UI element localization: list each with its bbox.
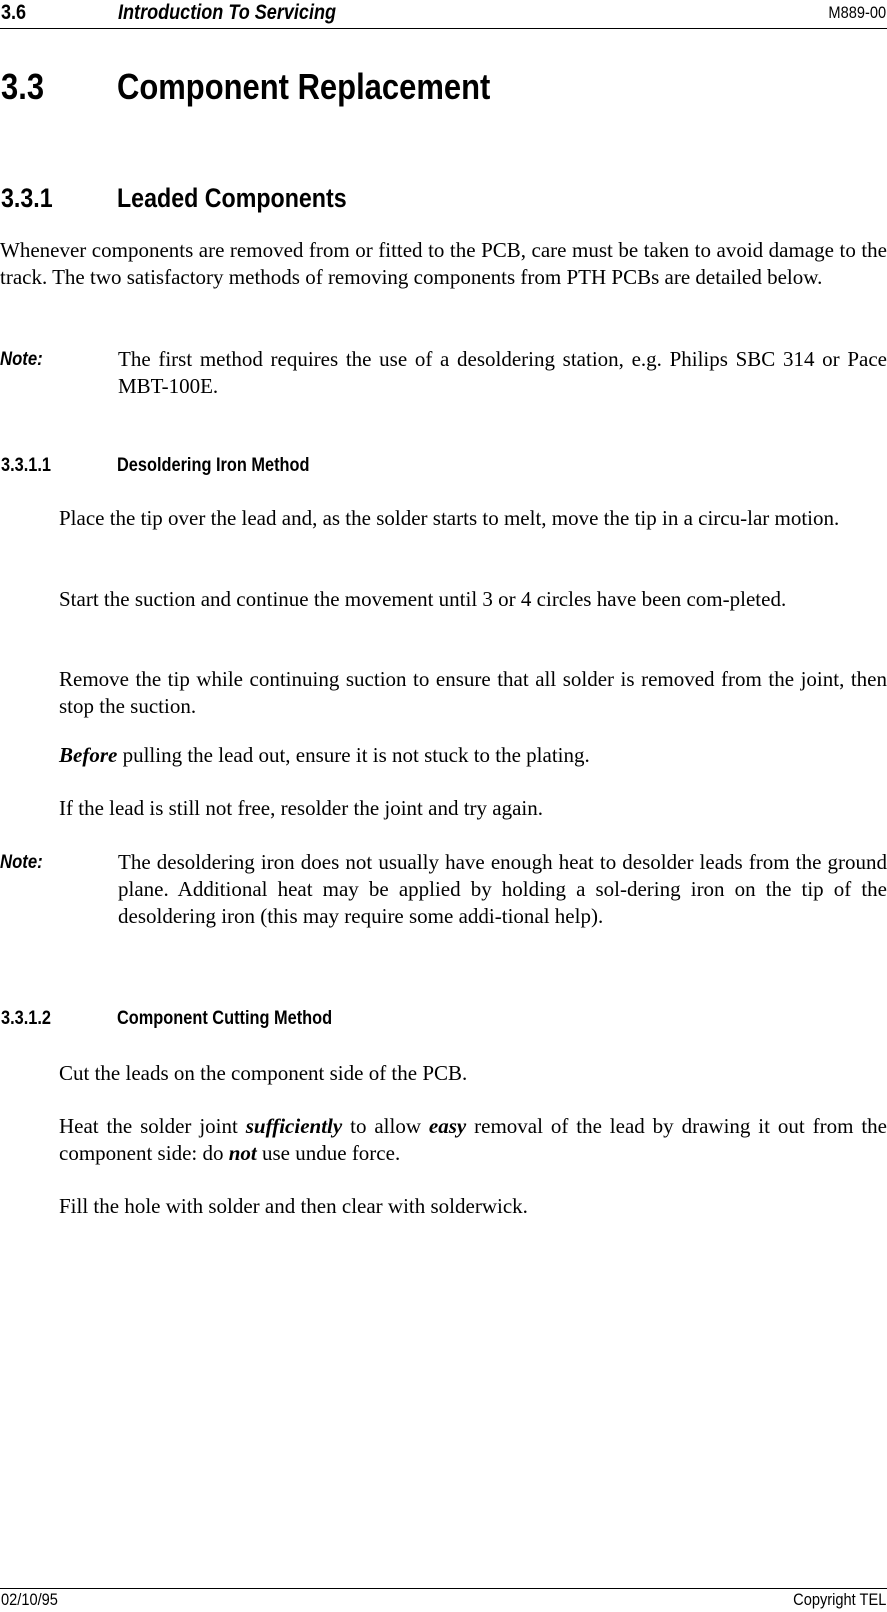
method2-step2-emphasis-not: not — [228, 1141, 257, 1165]
subsection-title: Leaded Components — [117, 183, 347, 213]
method2-step2-part-a: Heat the solder joint — [59, 1114, 246, 1138]
method1-note-label: Note: — [0, 852, 43, 873]
method1-note-text: The desoldering iron does not usually have enough heat to desolder leads from the ground plane. Additional heat may be applied by holding a sol-dering iron on the tip of the desoldering iron (this may require some addi-tional help). — [118, 850, 887, 928]
method2-step2-emphasis-sufficiently: sufficiently — [245, 1114, 343, 1138]
method1-step2: Start the suction and continue the movement until 3 or 4 circles have been com-pleted. — [59, 587, 787, 611]
intro-paragraph: Whenever components are removed from or fitted to the PCB, care must be taken to avoid damage to the track. The two satisfactory methods of removing components from PTH PCBs are detailed below. — [0, 238, 887, 289]
subsection-number: 3.3.1 — [1, 183, 53, 213]
header-section-number: 3.6 — [1, 1, 27, 24]
method2-step1: Cut the leads on the component side of the PCB. — [59, 1061, 468, 1085]
note-label: Note: — [0, 349, 43, 370]
method2-step2 — [59, 1113, 887, 1167]
method2-number: 3.3.1.2 — [1, 1008, 51, 1029]
method1-step4 — [59, 742, 887, 769]
header-document-id: M889-00 — [828, 3, 886, 22]
method2-step3: Fill the hole with solder and then clear with solderwick. — [59, 1194, 528, 1218]
method2-step2-part-d: use undue force. — [256, 1141, 401, 1165]
header-chapter-title: Introduction To Servicing — [118, 1, 337, 24]
section-number: 3.3 — [1, 66, 45, 107]
method2-step2-emphasis-easy: easy — [428, 1114, 467, 1138]
footer-copyright: Copyright TEL — [792, 1590, 886, 1609]
footer-date: 02/10/95 — [1, 1590, 58, 1609]
method1-step5: If the lead is still not free, resolder the joint and try again. — [59, 796, 544, 820]
method1-step4-text: pulling the lead out, ensure it is not stuck to the plating. — [117, 743, 590, 767]
method1-step4-emphasis: Before — [59, 743, 118, 767]
method1-step1: Place the tip over the lead and, as the solder starts to melt, move the tip in a circu-lar motion. — [59, 506, 840, 530]
section-title: Component Replacement — [117, 66, 491, 107]
header-rule — [0, 28, 887, 29]
method1-number: 3.3.1.1 — [1, 455, 51, 476]
page-header — [0, 0, 887, 29]
footer-rule — [0, 1588, 887, 1589]
method2-step2-part-b: to allow — [342, 1114, 429, 1138]
method2-step2-part-c: removal of the lead by drawing it out from the component side: do — [59, 1114, 887, 1165]
method1-step3: Remove the tip while continuing suction to ensure that all solder is removed from the joint, then stop the suction. — [59, 667, 887, 718]
note-text: The first method requires the use of a desoldering station, e.g. Philips SBC 314 or Pace MBT-100E. — [118, 347, 887, 398]
method1-title: Desoldering Iron Method — [117, 455, 310, 476]
method2-title: Component Cutting Method — [117, 1008, 333, 1029]
